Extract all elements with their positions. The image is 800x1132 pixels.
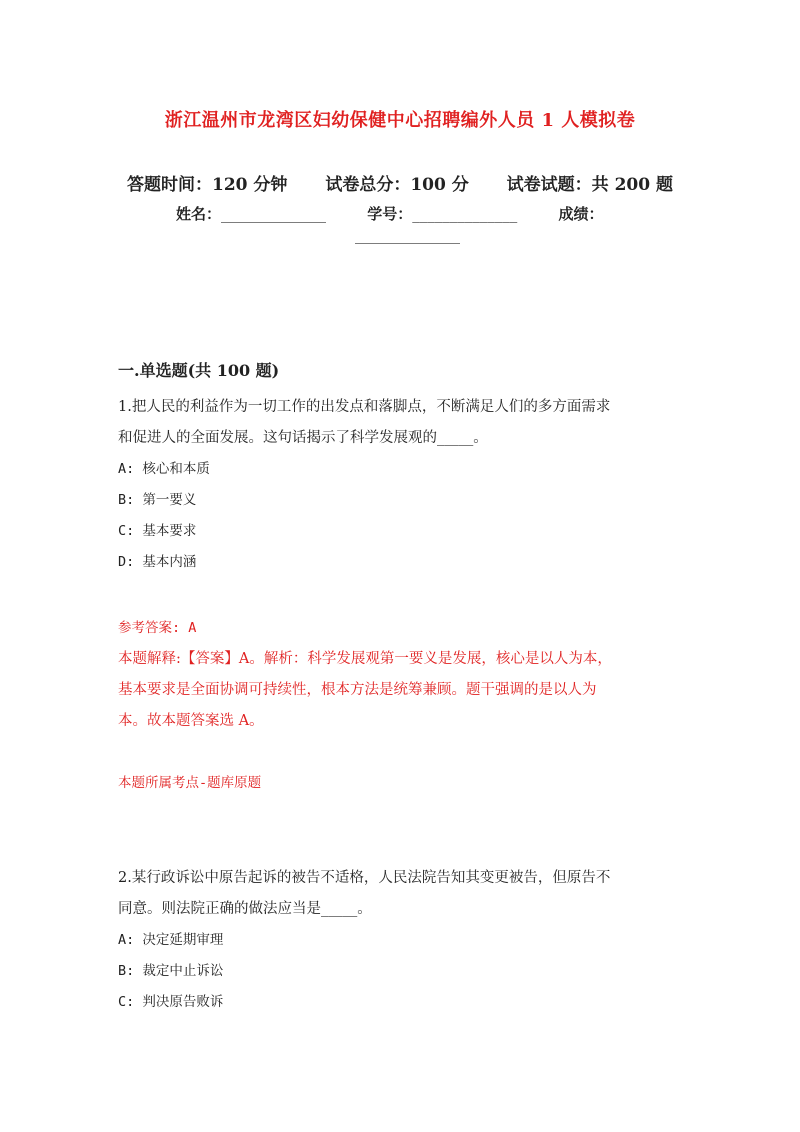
- question-1-source: 本题所属考点-题库原题: [118, 775, 262, 791]
- question-1-explain-3: 本。故本题答案选 A。: [118, 713, 264, 729]
- id-label: 学号：: [367, 205, 413, 223]
- exam-total-score: 试卷总分：100 分: [325, 175, 469, 195]
- id-line: ______________: [412, 205, 518, 223]
- exam-meta: [0, 170, 800, 195]
- exam-question-count: 试卷试题：共 200 题: [506, 175, 673, 195]
- score-line: ______________: [355, 226, 460, 244]
- question-1-option-b: B: 第一要义: [118, 492, 197, 508]
- question-1-line-1: 1.把人民的利益作为一切工作的出发点和落脚点，不断满足人们的多方面需求: [118, 399, 611, 415]
- question-1-line-2: 和促进人的全面发展。这句话揭示了科学发展观的_____。: [118, 430, 488, 446]
- question-2-line-1: 2.某行政诉讼中原告起诉的被告不适格，人民法院告知其变更被告，但原告不: [118, 870, 611, 886]
- name-line: ______________: [221, 205, 327, 223]
- question-1-explain-2: 基本要求是全面协调可持续性，根本方法是统筹兼顾。题干强调的是以人为: [118, 682, 597, 698]
- score-label: 成绩：: [558, 205, 604, 223]
- question-2-line-2: 同意。则法院正确的做法应当是_____。: [118, 901, 372, 917]
- question-1-source-block: [118, 768, 688, 799]
- question-1-option-d: D: 基本内涵: [118, 554, 197, 570]
- question-1-option-c: C: 基本要求: [118, 523, 197, 539]
- name-label: 姓名：: [176, 205, 222, 223]
- question-1-option-a: A: 核心和本质: [118, 461, 210, 477]
- question-1-answer-block: [118, 613, 688, 737]
- question-1: [118, 392, 688, 578]
- question-1-explain-1: 本题解释:【答案】A。解析：科学发展观第一要义是发展，核心是以人为本，: [118, 651, 612, 667]
- student-fields: [176, 203, 676, 224]
- question-2-option-b: B: 裁定中止诉讼: [118, 963, 224, 979]
- question-2-option-a: A: 决定延期审理: [118, 932, 224, 948]
- score-field: [559, 203, 604, 224]
- question-1-answer: 参考答案: A: [118, 620, 197, 636]
- exam-time: 答题时间：120 分钟: [127, 175, 288, 195]
- name-field: [176, 203, 326, 224]
- question-2: [118, 863, 688, 1018]
- section-title: 一.单选题(共 100 题): [118, 361, 280, 380]
- page-title: 浙江温州市龙湾区妇幼保健中心招聘编外人员 1 人模拟卷: [164, 110, 636, 131]
- id-field: [367, 203, 517, 224]
- question-2-option-c: C: 判决原告败诉: [118, 994, 224, 1010]
